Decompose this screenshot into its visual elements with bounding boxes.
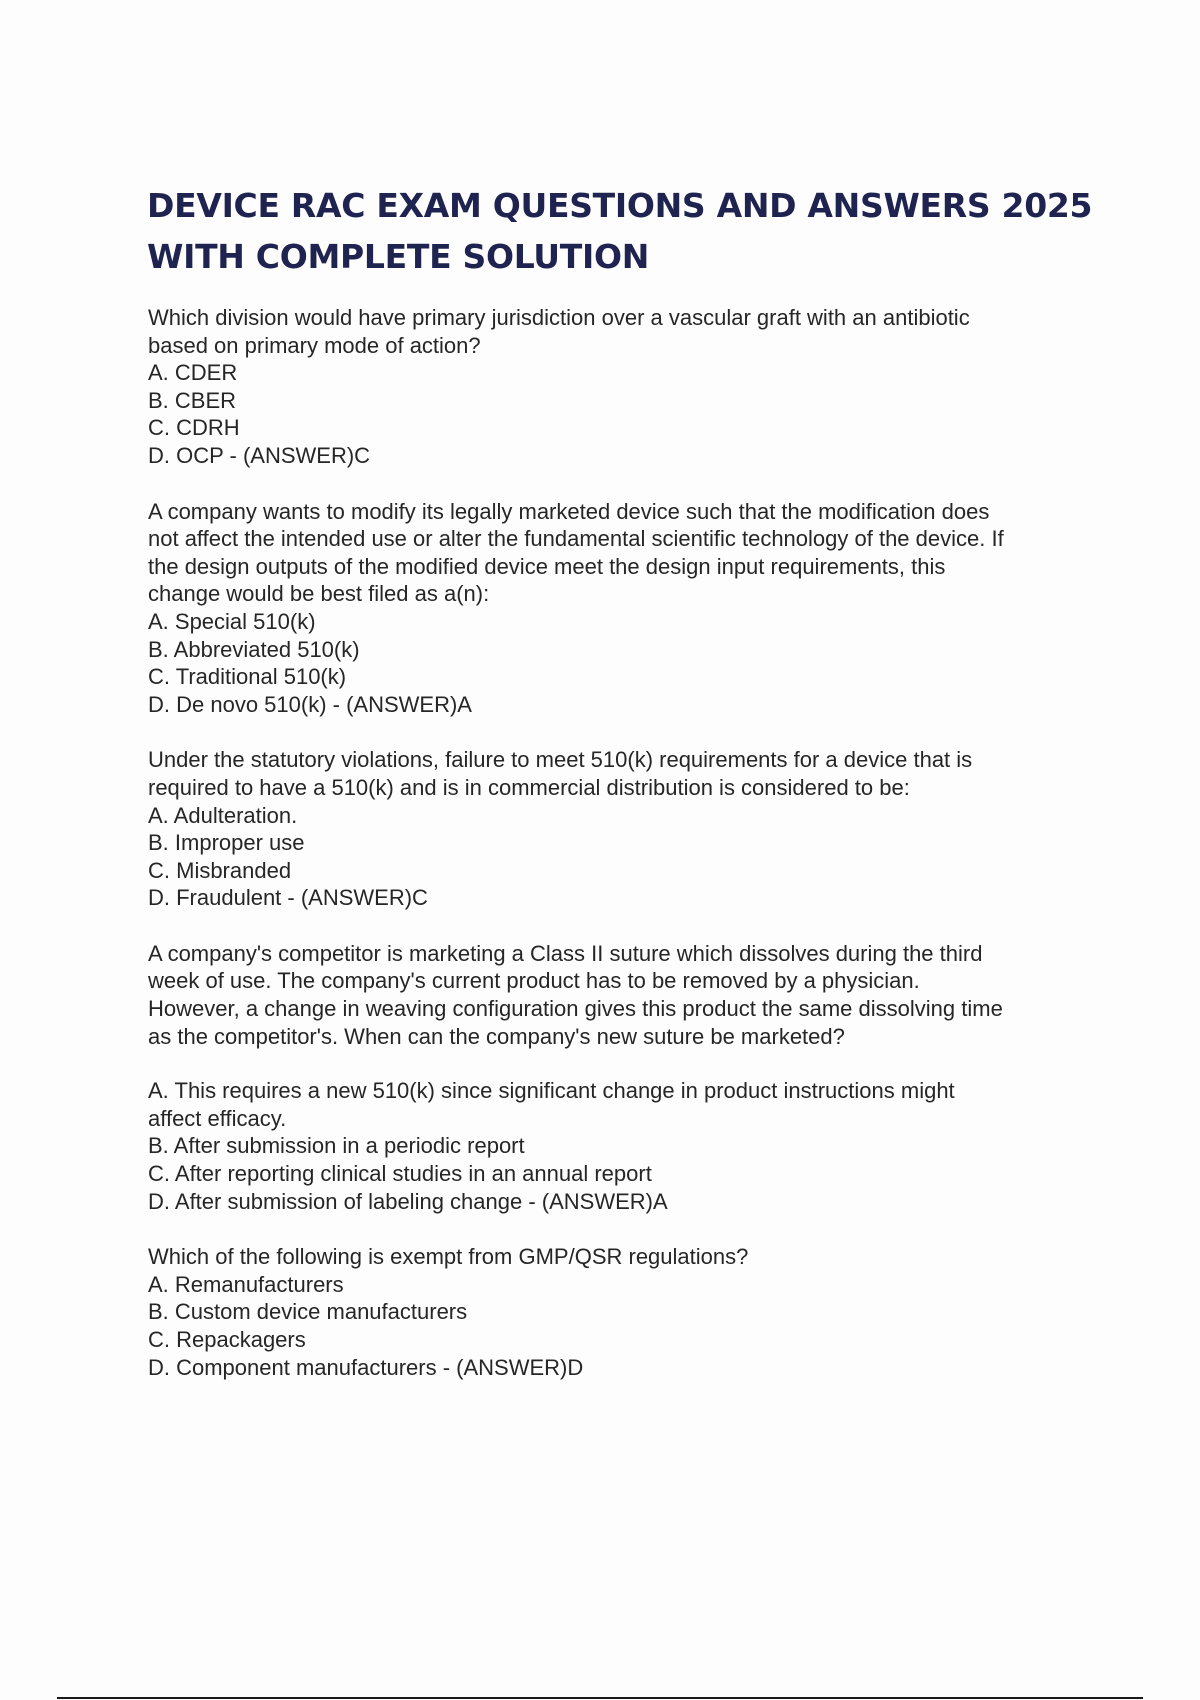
question-text: However, a change in weaving configuration gives this product the same dissolving time <box>148 996 1003 1022</box>
answer-option: C. CDRH <box>148 415 240 441</box>
question-text: change would be best filed as a(n): <box>148 581 490 607</box>
answer-option: A. Adulteration. <box>148 802 298 828</box>
question-text: week of use. The company's current product has to be removed by a physician. <box>148 968 920 994</box>
question-4 <box>148 940 1108 1050</box>
answer-option: C. Repackagers <box>148 1327 306 1352</box>
question-text: Under the statutory violations, failure to meet 510(k) requirements for a device that is <box>148 747 973 773</box>
question-3 <box>148 746 1108 912</box>
answer-option: A. This requires a new 510(k) since significant change in product instructions might <box>148 1078 955 1104</box>
document-title <box>147 180 1107 282</box>
title-line: DEVICE RAC EXAM QUESTIONS AND ANSWERS 2025 <box>147 186 1093 225</box>
question-text: the design outputs of the modified device meet the design input requirements, this <box>148 553 946 579</box>
answer-option: C. After reporting clinical studies in an annual report <box>148 1161 652 1187</box>
question-text: Which division would have primary jurisdiction over a vascular graft with an antibiotic <box>148 305 970 330</box>
answer-option: D. After submission of labeling change - (ANSWER)A <box>148 1188 668 1214</box>
answer-option: A. Remanufacturers <box>148 1271 344 1297</box>
answer-option: affect efficacy. <box>148 1105 287 1131</box>
answer-option: B. Custom device manufacturers <box>148 1299 468 1325</box>
question-text: A company's competitor is marketing a Class II suture which dissolves during the third <box>148 940 983 966</box>
question-text: A company wants to modify its legally marketed device such that the modification does <box>148 498 990 524</box>
answer-option: D. OCP - (ANSWER)C <box>148 442 371 468</box>
question-text: required to have a 510(k) and is in commercial distribution is considered to be: <box>148 774 910 800</box>
question-text: Which of the following is exempt from GMP/QSR regulations? <box>148 1244 749 1270</box>
title-line: WITH COMPLETE SOLUTION <box>147 237 650 276</box>
page-bottom-divider <box>57 1697 1143 1699</box>
answer-option: A. CDER <box>148 360 238 386</box>
question-text: as the competitor's. When can the company's new suture be marketed? <box>148 1023 845 1049</box>
question-4-options <box>148 1077 1108 1215</box>
question-text: based on primary mode of action? <box>148 332 481 358</box>
answer-option: B. Improper use <box>148 830 305 856</box>
answer-option: D. Fraudulent - (ANSWER)C <box>148 885 428 911</box>
answer-option: C. Misbranded <box>148 857 292 883</box>
question-text: not affect the intended use or alter the fundamental scientific technology of the device. If <box>148 526 1004 552</box>
answer-option: B. CBER <box>148 387 237 413</box>
question-list <box>148 304 1108 1409</box>
answer-option: A. Special 510(k) <box>148 608 316 634</box>
answer-option: D. De novo 510(k) - (ANSWER)A <box>148 691 472 717</box>
question-2 <box>148 498 1108 719</box>
answer-option: B. After submission in a periodic report <box>148 1133 525 1159</box>
answer-option: D. Component manufacturers - (ANSWER)D <box>148 1354 584 1380</box>
question-1 <box>148 304 1108 470</box>
answer-option: B. Abbreviated 510(k) <box>148 636 360 662</box>
question-5 <box>148 1243 1108 1381</box>
answer-option: C. Traditional 510(k) <box>148 664 347 690</box>
